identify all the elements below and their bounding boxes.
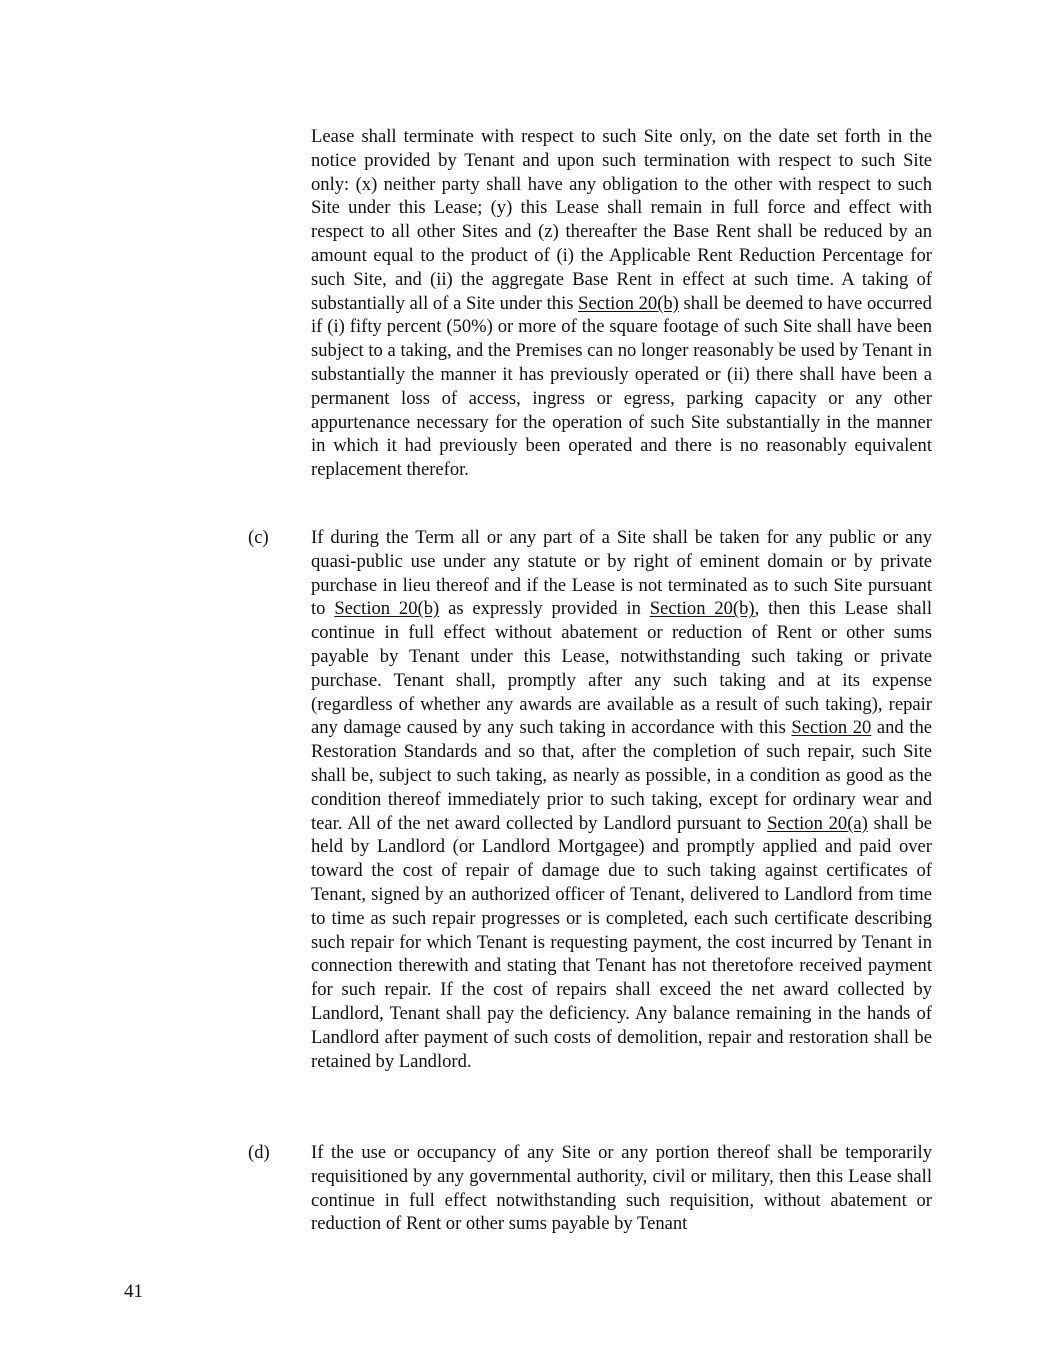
paragraph-text: If during the Term all or any part of a Site shall be taken for any public or any quasi-public use under any statute or by right of eminent domain or by private purchase in lieu thereof and if the Lease is not terminated as to such Site pursuant to — [311, 527, 932, 620]
paragraph-text: and the Restoration Standards and so that, after the completion of such repair, such Site shall be, subject to such taking, as nearly as possible, in a condition as good as the condition thereof immediately prior to such taking, except for ordinary wear and tear. All of the net award collected by Landlord pursuant to — [311, 717, 933, 834]
paragraph-d — [311, 1141, 932, 1236]
clause-label-d: (d) — [248, 1142, 270, 1163]
page-number: 41 — [124, 1281, 143, 1302]
paragraph-text: shall be deemed to have occurred if (i) fifty percent (50%) or more of the square footage of such Site shall have been subject to a taking, and the Premises can no longer reasonably be used by Tenant in substantially the manner it has previously operated or (ii) there shall have been a permanent loss of access, ingress or egress, parking capacity or any other appurtenance necessary for the operation of such Site substantially in the manner in which it had previously been operated and there is no reasonably equivalent replacement therefor. — [311, 292, 932, 481]
clause-label-c: (c) — [248, 527, 269, 548]
paragraph-text: If the use or occupancy of any Site or any portion thereof shall be temporarily requisitioned by any governmental authority, civil or military, then this Lease shall continue in full effect notwithstanding such requisition, without abatement or reduction of Rent or other sums payable by Tenant — [311, 1142, 932, 1235]
paragraph-text: Lease shall terminate with respect to such Site only, on the date set forth in the notice provided by Tenant and upon such termination with respect to such Site only: (x) neither party shall have any obligation to the other with respect to such Site under this Lease; (y) this Lease shall remain in full force and effect with respect to all other Sites and (z) thereafter the Base Rent shall be reduced by an amount equal to the product of (i) the Applicable Rent Reduction Percentage for such Site, and (ii) the aggregate Base Rent in effect at such time. A taking of substantially all of a Site under this — [311, 126, 932, 314]
section-reference: Section 20(a) — [767, 812, 868, 834]
paragraph-text: , then this Lease shall continue in full effect without abatement or reduction of Rent or other sums payable by Tenant under this Lease, notwithstanding such taking or private purchase. Tenant shall, promptly after any such taking and at its expense (regardless of whether any awards are available as a result of such taking), repair any damage caused by any such taking in accordance with this — [311, 598, 933, 739]
paragraph-c — [311, 526, 932, 1073]
paragraph-text: shall be held by Landlord (or Landlord Mortgagee) and promptly applied and paid over toward the cost of repair of damage due to such taking against certificates of Tenant, signed by an authorized officer of Tenant, delivered to Landlord from time to time as such repair progresses or is completed, each such certificate describing such repair for which Tenant is requesting payment, the cost incurred by Tenant in connection therewith and stating that Tenant has not theretofore received payment for such repair. If the cost of repairs shall exceed the net award collected by Landlord, Tenant shall pay the deficiency. Any balance remaining in the hands of Landlord after payment of such costs of demolition, repair and restoration shall be retained by Landlord. — [311, 812, 932, 1072]
section-reference: Section 20(b) — [334, 598, 440, 620]
paragraph-text: as expressly provided in — [439, 598, 650, 620]
paragraph-continuation — [311, 125, 932, 482]
section-reference: Section 20(b) — [578, 292, 679, 314]
section-reference: Section 20(b) — [649, 598, 755, 620]
section-reference: Section 20 — [791, 717, 872, 739]
